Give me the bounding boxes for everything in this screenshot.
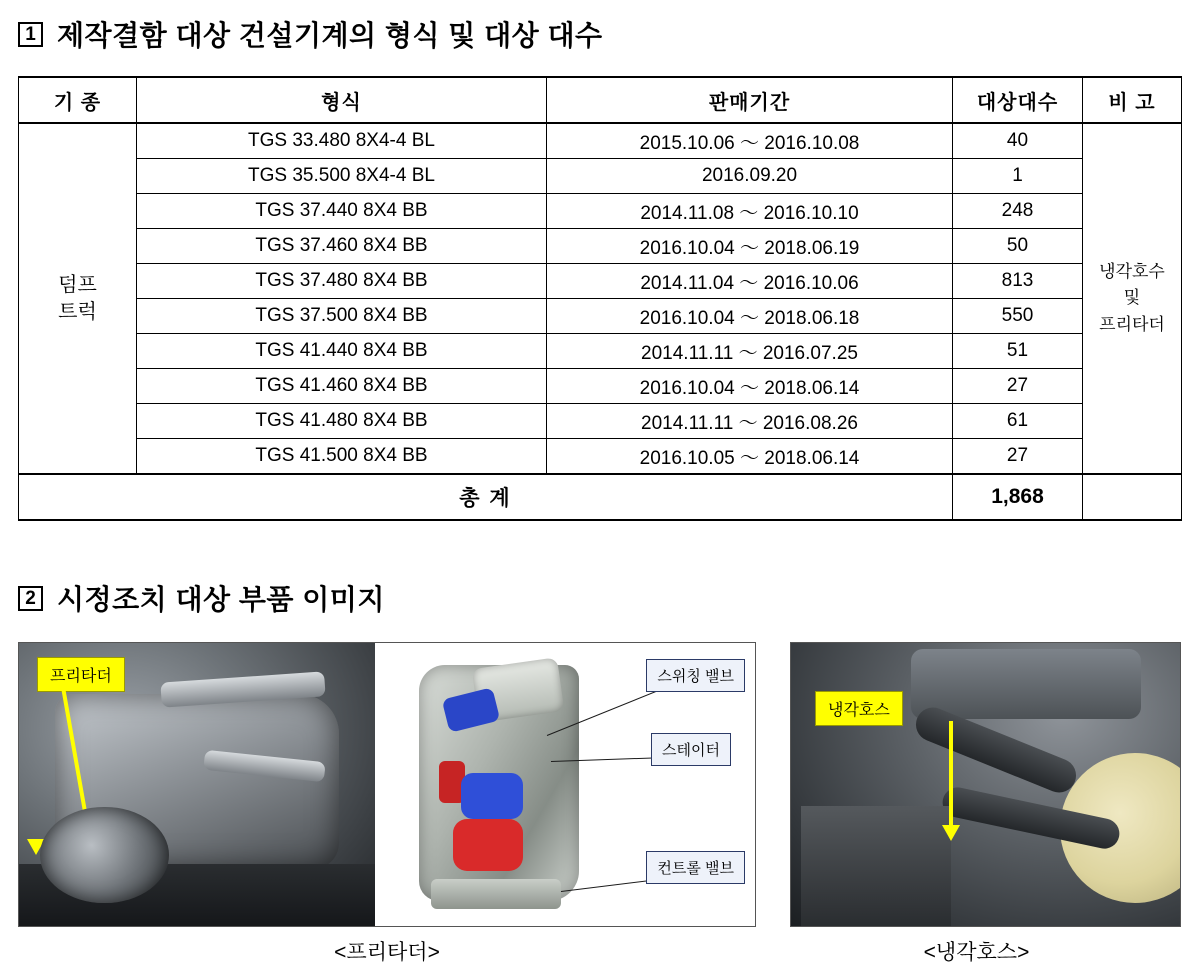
cell-period: 2014.11.08 ～ 2016.10.10 — [547, 194, 953, 229]
cell-type: TGS 41.460 8X4 BB — [137, 369, 547, 404]
cell-period: 2014.11.11 ～ 2016.07.25 — [547, 334, 953, 369]
section-number-1: 1 — [18, 22, 43, 47]
coolant-hose-photo — [791, 643, 1180, 926]
pretarder-tag-label: 프리타더 — [37, 657, 125, 692]
cell-count: 27 — [953, 369, 1083, 404]
cell-type: TGS 37.440 8X4 BB — [137, 194, 547, 229]
callout-switching-valve: 스위칭 밸브 — [646, 659, 745, 692]
cell-period: 2016.10.04 ～ 2018.06.19 — [547, 229, 953, 264]
section-title-2: 시정조치 대상 부품 이미지 — [57, 584, 385, 615]
total-count: 1,868 — [953, 474, 1083, 520]
cell-count: 27 — [953, 439, 1083, 475]
cell-period: 2016.09.20 — [547, 159, 953, 194]
section-title-1: 제작결함 대상 건설기계의 형식 및 대상 대수 — [57, 20, 603, 51]
cell-count: 550 — [953, 299, 1083, 334]
table-header-row — [19, 77, 1182, 123]
table-row — [19, 264, 1182, 299]
cell-count: 61 — [953, 404, 1083, 439]
table-row — [19, 229, 1182, 264]
recall-table-wrapper — [18, 76, 1181, 521]
pretarder-arrow-head — [27, 839, 45, 855]
section-heading-1 — [18, 14, 603, 54]
recall-table — [18, 76, 1182, 521]
table-row — [19, 334, 1182, 369]
section-heading-2 — [18, 578, 385, 618]
cutaway-blue-part — [461, 773, 523, 819]
air-filter-housing — [911, 649, 1141, 719]
figure-pretarder — [18, 642, 756, 927]
callout-stator: 스테이터 — [651, 733, 731, 766]
cell-count: 50 — [953, 229, 1083, 264]
cell-period: 2016.10.04 ～ 2018.06.14 — [547, 369, 953, 404]
coolant-hose-tag-label: 냉각호스 — [815, 691, 903, 726]
note-line-3: 프리타더 — [1099, 314, 1165, 334]
section-number-2: 2 — [18, 586, 43, 611]
cell-type: TGS 37.460 8X4 BB — [137, 229, 547, 264]
cell-type: TGS 33.480 8X4-4 BL — [137, 123, 547, 159]
callout-control-valve: 컨트롤 밸브 — [646, 851, 745, 884]
cell-period: 2016.10.05 ～ 2018.06.14 — [547, 439, 953, 475]
caption-coolant-hose: <냉각호스> — [923, 941, 1030, 964]
coolant-hose-arrow-head — [942, 825, 960, 841]
coolant-hose-arrow-shaft — [949, 721, 953, 829]
table-header-kijong: 기 종 — [19, 77, 137, 123]
table-header-count: 대상대수 — [953, 77, 1083, 123]
table-row — [19, 194, 1182, 229]
table-row — [19, 369, 1182, 404]
cell-count: 1 — [953, 159, 1083, 194]
table-row — [19, 439, 1182, 475]
table-row — [19, 299, 1182, 334]
engine-pipe — [203, 750, 325, 782]
machine-type-line-1: 덤프 — [58, 273, 97, 296]
cell-type: TGS 35.500 8X4-4 BL — [137, 159, 547, 194]
cell-type: TGS 37.500 8X4 BB — [137, 299, 547, 334]
figure-coolant-hose — [790, 642, 1181, 927]
cell-type: TGS 41.500 8X4 BB — [137, 439, 547, 475]
cell-count: 51 — [953, 334, 1083, 369]
cell-count: 813 — [953, 264, 1083, 299]
table-header-note: 비 고 — [1083, 77, 1182, 123]
cell-count: 40 — [953, 123, 1083, 159]
caption-pretarder: <프리타더> — [334, 941, 440, 964]
cell-type: TGS 41.480 8X4 BB — [137, 404, 547, 439]
pretarder-cutaway-diagram — [375, 643, 755, 926]
table-header-period: 판매기간 — [547, 77, 953, 123]
table-row — [19, 123, 1182, 159]
engine-block-area — [801, 806, 951, 926]
table-header-type: 형식 — [137, 77, 547, 123]
note-line-1: 냉각호수 — [1099, 261, 1165, 281]
table-row — [19, 159, 1182, 194]
cell-type: TGS 41.440 8X4 BB — [137, 334, 547, 369]
cell-period: 2014.11.11 ～ 2016.08.26 — [547, 404, 953, 439]
pretarder-arrow-shaft — [61, 687, 92, 843]
total-label: 총 계 — [19, 474, 953, 520]
cell-period: 2015.10.06 ～ 2016.10.08 — [547, 123, 953, 159]
cell-count: 248 — [953, 194, 1083, 229]
engine-base — [19, 864, 375, 926]
figure-row — [18, 642, 1181, 932]
engine-photo — [19, 643, 375, 926]
cutaway-red-part — [453, 819, 523, 871]
total-note — [1083, 474, 1182, 520]
cell-type: TGS 37.480 8X4 BB — [137, 264, 547, 299]
note-line-2: 및 — [1123, 288, 1141, 308]
cell-machine-type — [19, 123, 137, 474]
cell-period: 2016.10.04 ～ 2018.06.18 — [547, 299, 953, 334]
cell-note — [1083, 123, 1182, 474]
cell-period: 2014.11.04 ～ 2016.10.06 — [547, 264, 953, 299]
engine-pipe — [161, 671, 326, 708]
table-row — [19, 404, 1182, 439]
cutaway-bottom-section — [431, 879, 561, 909]
machine-type-line-2: 트럭 — [58, 300, 97, 323]
table-total-row — [19, 474, 1182, 520]
